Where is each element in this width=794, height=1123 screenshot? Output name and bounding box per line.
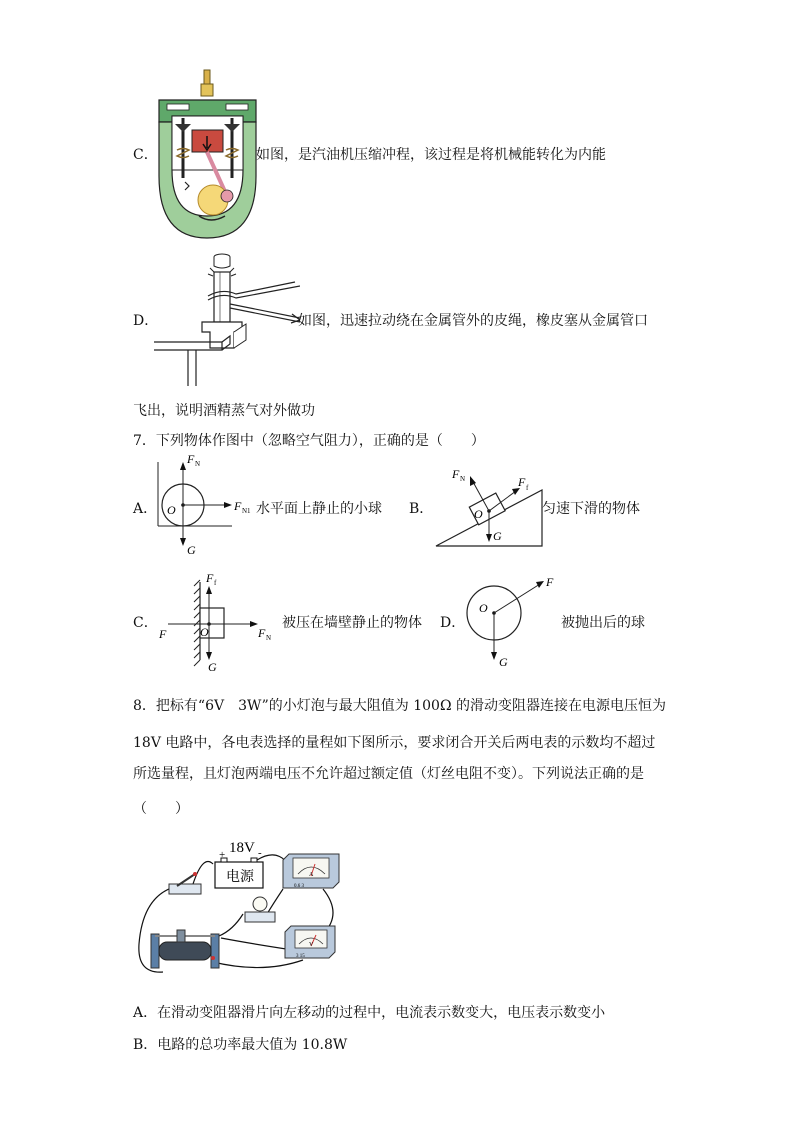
q6-option-c-text: 如图，是汽油机压缩冲程，该过程是将机械能转化为内能 bbox=[256, 147, 606, 163]
q8-stem-line-1: 8．把标有“6V 3W”的小灯泡与最大阻值为 100Ω 的滑动变阻器连接在电源电压恒为 bbox=[133, 698, 667, 714]
circuit-voltmeter-scale: 3 15 bbox=[296, 954, 305, 959]
q7-b-fn-label: F bbox=[452, 467, 460, 481]
q7-a-fn1-label: F bbox=[234, 499, 242, 513]
q6-option-d-continuation: 飞出，说明酒精蒸气对外做功 bbox=[133, 403, 315, 419]
q8-option-b: B．电路的总功率最大值为 10.8W bbox=[133, 1037, 348, 1053]
q7-c-f-label: F bbox=[159, 627, 167, 641]
q7-a-o-label: O bbox=[167, 503, 176, 517]
q7-c-fn-sub: N bbox=[266, 634, 272, 642]
q8-stem-line-2: 18V 电路中，各电表选择的量程如下图所示，要求闭合开关后两电表的示数均不超过 bbox=[133, 735, 656, 751]
q7-a-fn1-sub: N1 bbox=[242, 507, 251, 515]
q7-d-f-label: F bbox=[546, 575, 554, 589]
q7-b-fn-sub: N bbox=[460, 475, 466, 483]
q7-c-force-diagram bbox=[156, 568, 282, 674]
q7-option-d-letter: D． bbox=[440, 615, 466, 631]
q7-option-b-caption: 匀速下滑的物体 bbox=[542, 501, 640, 517]
q7-option-c-letter: C． bbox=[133, 615, 158, 631]
q6-option-d-text: 如图，迅速拉动绕在金属管外的皮绳，橡皮塞从金属管口 bbox=[298, 313, 648, 329]
circuit-voltage-label: 18V bbox=[229, 840, 255, 856]
q8-option-a: A．在滑动变阻器滑片向左移动的过程中，电流表示数变大，电压表示数变小 bbox=[133, 1005, 606, 1021]
q7-a-g-label: G bbox=[187, 543, 196, 557]
q7-option-a-caption: 水平面上静止的小球 bbox=[256, 501, 382, 517]
circuit-source-label: 电源 bbox=[226, 870, 254, 885]
q6-option-d-letter: D． bbox=[133, 313, 159, 329]
q7-d-g-label: G bbox=[499, 655, 508, 669]
q8-stem-line-4: （ ） bbox=[133, 801, 189, 817]
circuit-ammeter-letter: A bbox=[309, 872, 314, 878]
q7-b-g-label: G bbox=[493, 529, 502, 543]
circuit-plus-label: + bbox=[219, 849, 226, 861]
q7-option-d-caption: 被抛出后的球 bbox=[561, 615, 645, 631]
q7-c-o-label: O bbox=[200, 625, 209, 639]
q7-stem: 7．下列物体作图中（忽略空气阻力），正确的是（ ） bbox=[133, 433, 485, 449]
q7-option-c-caption: 被压在墙壁静止的物体 bbox=[282, 615, 422, 631]
q8-circuit-diagram bbox=[133, 834, 343, 984]
q6-option-c-letter: C． bbox=[133, 147, 158, 163]
q7-a-fn-sub: N bbox=[195, 460, 201, 468]
q7-b-ff-label: F bbox=[518, 475, 526, 489]
q7-d-o-label: O bbox=[479, 601, 488, 615]
circuit-voltmeter-letter: V bbox=[309, 942, 314, 948]
q7-b-o-label: O bbox=[474, 507, 483, 521]
engine-compression-diagram bbox=[155, 66, 260, 242]
q7-c-g-label: G bbox=[208, 660, 217, 674]
q7-b-force-diagram bbox=[432, 462, 547, 552]
q8-stem-line-3: 所选量程，且灯泡两端电压不允许超过额定值（灯丝电阻不变）。下列说法正确的是 bbox=[133, 766, 644, 782]
q7-c-ff-sub: f bbox=[214, 579, 217, 587]
q7-b-ff-sub: f bbox=[526, 484, 529, 492]
q7-option-b-letter: B． bbox=[409, 501, 434, 517]
q7-c-ff-label: F bbox=[206, 571, 214, 585]
q7-c-fn-label: F bbox=[258, 626, 266, 640]
q7-d-force-diagram bbox=[466, 570, 566, 670]
q7-a-fn-label: F bbox=[187, 454, 195, 466]
circuit-minus-label: - bbox=[258, 847, 262, 859]
q7-a-force-diagram bbox=[152, 454, 256, 558]
circuit-ammeter-scale: 0.6 3 bbox=[294, 884, 304, 889]
q7-option-a-letter: A． bbox=[133, 501, 158, 517]
metal-tube-rope-diagram bbox=[150, 248, 300, 388]
